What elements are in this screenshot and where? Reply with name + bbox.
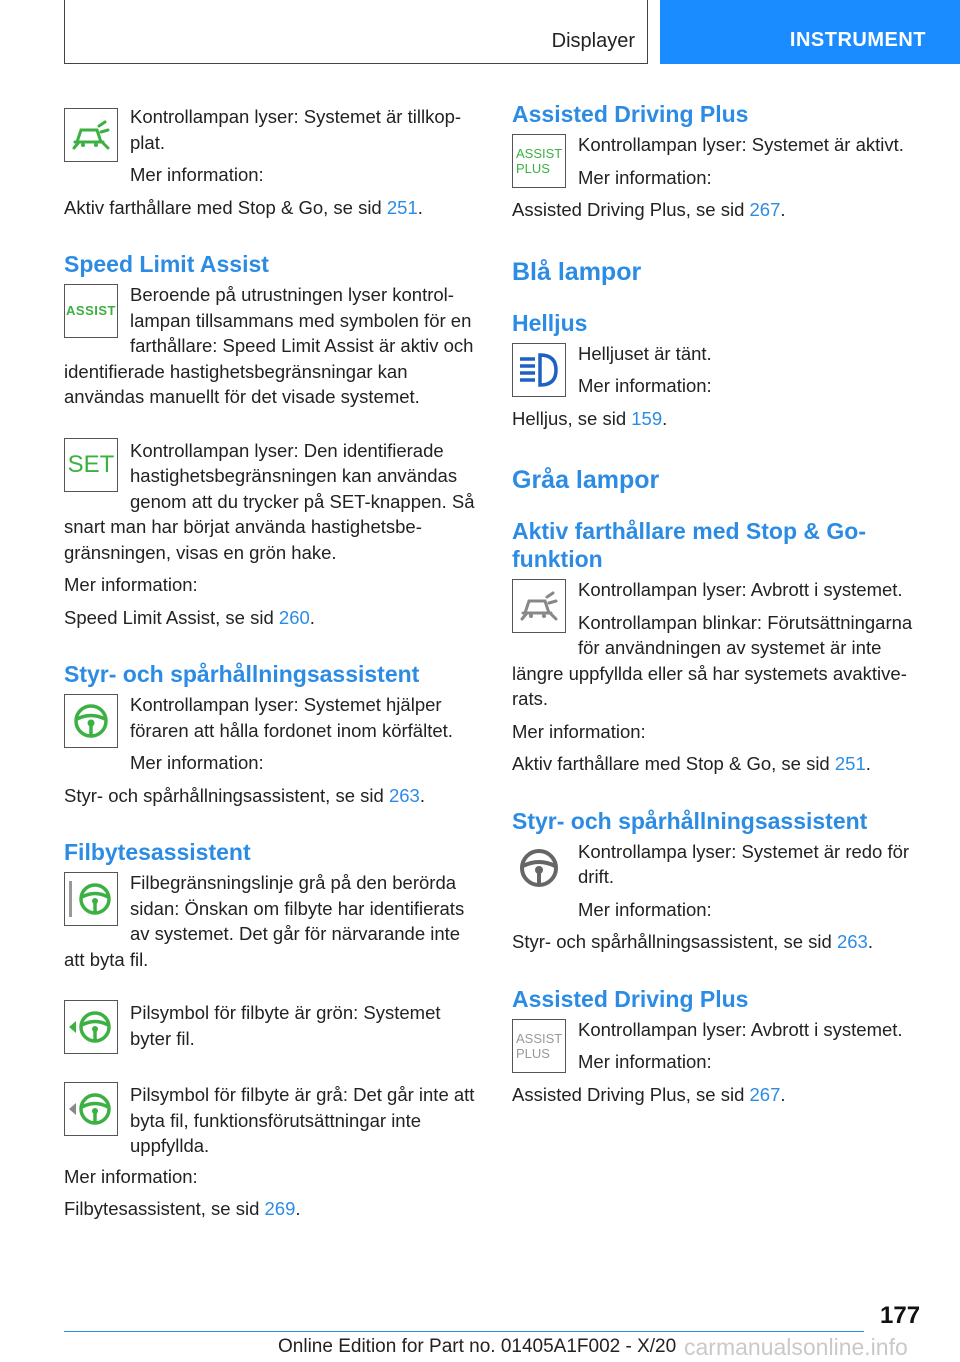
reference-text: Helljus, se sid [512, 407, 632, 429]
section-label: Displayer [551, 30, 635, 52]
reference-text: Assisted Driving Plus, se sid [512, 199, 750, 220]
section-speed-limit-assist [64, 250, 476, 630]
block-acc-active [64, 104, 476, 220]
text-paragraph: Pilsymbol för filbyte är grön: Systemet byter fil. [130, 1002, 441, 1049]
section-assisted-driving-plus-gray [512, 985, 924, 1108]
header-section-tab [64, 0, 648, 64]
section-steering-assistant-gray [512, 807, 924, 955]
reference-text: Aktiv farthållare med Stop & Go, se sid [512, 753, 835, 774]
section-heading: Speed Limit Assist [64, 251, 269, 277]
reference-line [64, 195, 476, 221]
page-reference-link[interactable]: 263 [836, 931, 868, 952]
icon-label-line: ASSIST [516, 1030, 563, 1046]
chapter-label: INSTRUMENT [789, 29, 926, 51]
reference-line [512, 197, 924, 223]
reference-end: . [867, 931, 873, 952]
edition-text: Online Edition for Part no. 01405A1F002 - X/20 [278, 1336, 677, 1357]
reference-line [512, 751, 924, 777]
reference-line [64, 1196, 476, 1222]
section-heading: Filbytesassistent [64, 839, 251, 865]
header-chapter-tab [660, 0, 960, 64]
assist-icon-label: ASSIST [66, 303, 116, 319]
page-reference-link[interactable]: 260 [278, 606, 310, 628]
assist-plus-gray-icon [512, 1019, 566, 1073]
text-paragraph: Kontrollampan lyser: Avbrott i systemet. [578, 1018, 903, 1040]
lane-change-gray-arrow-icon [64, 1082, 118, 1136]
section-blue-lamps [512, 257, 924, 432]
text-paragraph: Kontrollampan lyser: Den identifierade hastighetsbegränsningen kan användas genom att du trycker på SET-knappen. Så snart man har börjat använda hastighetsbe‐gränsningen, visas en grön hake. [64, 439, 475, 563]
text-paragraph: Mer information: [578, 166, 712, 188]
set-icon [64, 438, 118, 492]
icon-label-line: PLUS [516, 161, 550, 176]
text-paragraph: Mer information: [64, 574, 198, 595]
text-paragraph: Helljuset är tänt. [578, 342, 712, 364]
text-paragraph: Mer information: [130, 752, 264, 773]
reference-line [512, 406, 924, 432]
subsection-heading: Aktiv farthållare med Stop & Go-funktion [512, 518, 867, 572]
reference-line [64, 605, 476, 631]
text-paragraph: Mer information: [64, 1165, 198, 1187]
reference-end: . [780, 1083, 786, 1105]
reference-text: Aktiv farthållare med Stop & Go, se sid [64, 196, 387, 218]
reference-end: . [309, 606, 315, 628]
text-paragraph: Mer information: [578, 898, 712, 920]
section-steering-assistant [64, 660, 476, 808]
page-number: 177 [880, 1302, 921, 1329]
text-paragraph: Kontrollampan lyser: Avbrott i systemet. [578, 579, 903, 600]
reference-line [64, 783, 476, 809]
icon-label-line: PLUS [516, 1045, 550, 1061]
section-heading: Gråa lampor [512, 466, 660, 494]
page-reference-link[interactable]: 251 [386, 196, 418, 218]
section-lane-change-assistant [64, 838, 476, 1222]
page-reference-link[interactable]: 251 [834, 753, 866, 774]
text-paragraph: Mer information: [130, 164, 264, 185]
section-heading: Assisted Driving Plus [512, 985, 749, 1012]
reference-text: Styr- och spårhållningsassistent, se sid [64, 784, 389, 806]
reference-end: . [295, 1198, 301, 1219]
section-heading: Blå lampor [512, 257, 642, 286]
text-paragraph: Mer information: [512, 720, 646, 742]
cruise-control-gray-icon [512, 579, 566, 633]
section-gray-lamps [512, 465, 924, 777]
page-reference-link[interactable]: 267 [749, 199, 781, 220]
text-paragraph: Beroende på utrustningen lyser kontrol‐lampan tillsammans med symbolen för en farthållare: Speed Limit Assist är aktiv och identifierade hastighetsbegränsningar kan användas manuellt för det visade systemet. [64, 284, 474, 407]
reference-end: . [865, 753, 871, 774]
text-paragraph: Kontrollampan lyser: Systemet hjälper föraren att hålla fordonet inom körfältet. [130, 694, 453, 741]
text-paragraph: Kontrollampan blinkar: Förutsättningarna för användningen av systemet är inte längre uppfyllda eller så har systemets avaktive‐rats. [512, 611, 913, 709]
text-paragraph: Pilsymbol för filbyte är grå: Det går inte att byta fil, funktionsförutsättningar inte uppfyllda. [130, 1084, 475, 1156]
text-paragraph: Mer information: [578, 1051, 712, 1072]
reference-text: Filbytesassistent, se sid [64, 1198, 265, 1219]
assist-plus-green-icon [512, 134, 566, 188]
cruise-control-green-icon [64, 108, 118, 162]
page-reference-link[interactable]: 159 [631, 407, 663, 429]
reference-text: Speed Limit Assist, se sid [64, 606, 279, 628]
reference-text: Styr- och spårhållningsassistent, se sid [512, 931, 837, 952]
page-reference-link[interactable]: 269 [264, 1198, 296, 1219]
section-assisted-driving-plus-green [512, 100, 924, 223]
footer-divider [64, 1331, 864, 1332]
section-heading: Styr- och spårhållningsassistent [512, 807, 868, 834]
assist-icon [64, 284, 118, 338]
reference-line [512, 1082, 924, 1108]
reference-text: Assisted Driving Plus, se sid [512, 1083, 750, 1105]
lane-change-green-arrow-icon [64, 1000, 118, 1054]
reference-end: . [780, 199, 786, 220]
steering-wheel-green-icon [64, 694, 118, 748]
text-paragraph: Mer information: [578, 375, 712, 396]
steering-wheel-gray-icon [512, 841, 566, 895]
reference-line [512, 929, 924, 955]
right-column [512, 100, 924, 1107]
left-column [64, 100, 476, 1222]
high-beam-icon [512, 343, 566, 397]
section-heading: Styr- och spårhållningsassistent [64, 661, 420, 687]
set-icon-label: SET [67, 450, 115, 478]
section-heading: Assisted Driving Plus [512, 101, 749, 127]
text-paragraph: Kontrollampan lyser: Systemet är tillkop‐plat. [130, 106, 462, 153]
watermark: carmanualsonline.info [684, 1334, 908, 1360]
lane-boundary-steering-icon [64, 872, 118, 926]
text-paragraph: Filbegränsningslinje grå på den berörda sidan: Önskan om filbyte har identifierats av systemet. Det går för närvarande inte att byta fil. [64, 872, 465, 970]
page-reference-link[interactable]: 267 [749, 1083, 781, 1105]
page-reference-link[interactable]: 263 [388, 784, 420, 806]
icon-label-line: ASSIST [516, 146, 563, 161]
text-paragraph: Kontrollampa lyser: Systemet är redo för drift. [578, 840, 910, 887]
subsection-heading: Helljus [512, 309, 588, 336]
text-paragraph: Kontrollampan lyser: Systemet är aktivt. [578, 134, 904, 155]
reference-end: . [662, 407, 668, 429]
reference-end: . [419, 784, 425, 806]
reference-end: . [417, 196, 423, 218]
